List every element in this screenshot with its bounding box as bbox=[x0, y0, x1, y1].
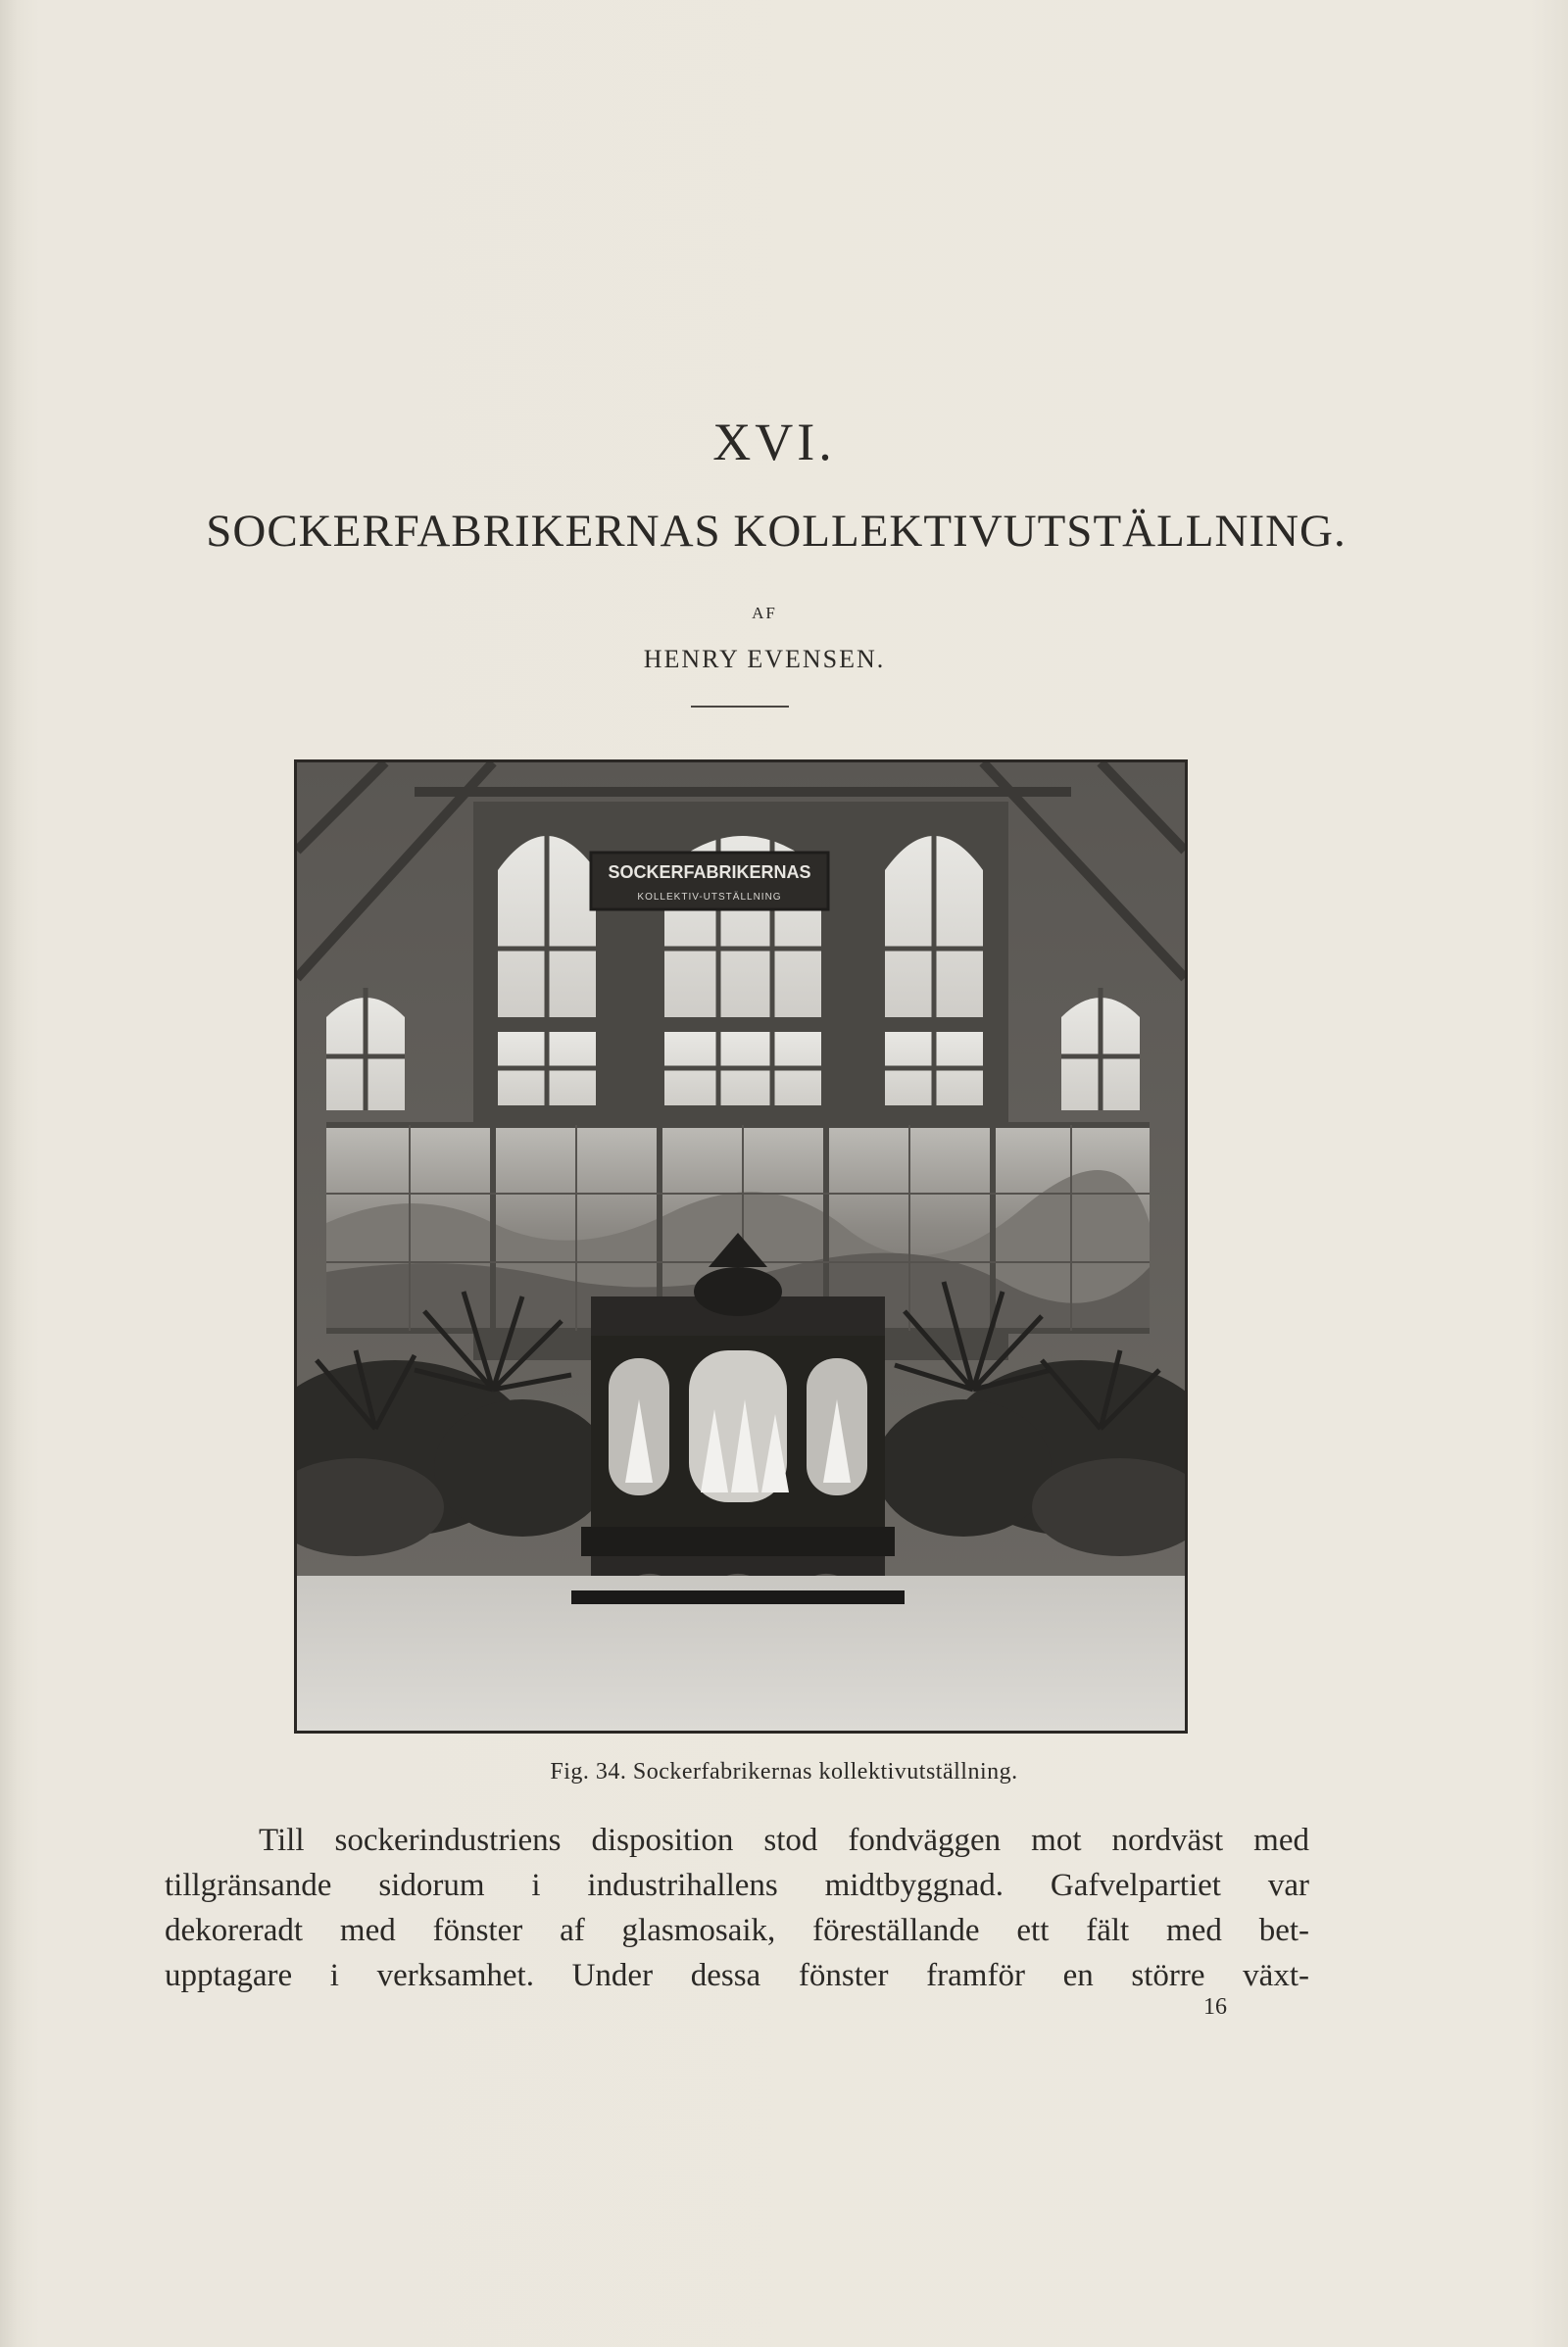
text-line: upptagare i verksamhet. Under dessa fönster framför en större växt- bbox=[165, 1958, 1309, 1993]
text-line: dekoreradt med fönster af glasmosaik, föreställande ett fält med bet- bbox=[165, 1913, 1309, 1948]
exhibition-sign bbox=[591, 853, 828, 909]
sign-line-2: KOLLEKTIV-UTSTÄLLNING bbox=[637, 892, 782, 903]
chapter-title: SOCKERFABRIKERNAS KOLLEKTIVUTSTÄLLNING. bbox=[206, 506, 1347, 557]
figure-caption: Fig. 34. Sockerfabrikernas kollektivutställning. bbox=[550, 1759, 1018, 1785]
author-name: HENRY EVENSEN. bbox=[643, 645, 886, 673]
chapter-number: XVI. bbox=[712, 413, 836, 471]
text-line: tillgränsande sidorum i industrihallens midtbyggnad. Gafvelpartiet var bbox=[165, 1868, 1309, 1903]
exhibition-photograph bbox=[294, 759, 1188, 1734]
sign-line-1: SOCKERFABRIKERNAS bbox=[608, 862, 811, 882]
text-line: Till sockerindustriens disposition stod fondväggen mot nordväst med bbox=[259, 1823, 1309, 1858]
byline-af: AF bbox=[752, 604, 777, 622]
page-number: 16 bbox=[1203, 1994, 1227, 2020]
body-paragraph bbox=[165, 1818, 1309, 1998]
title-divider bbox=[691, 706, 789, 708]
